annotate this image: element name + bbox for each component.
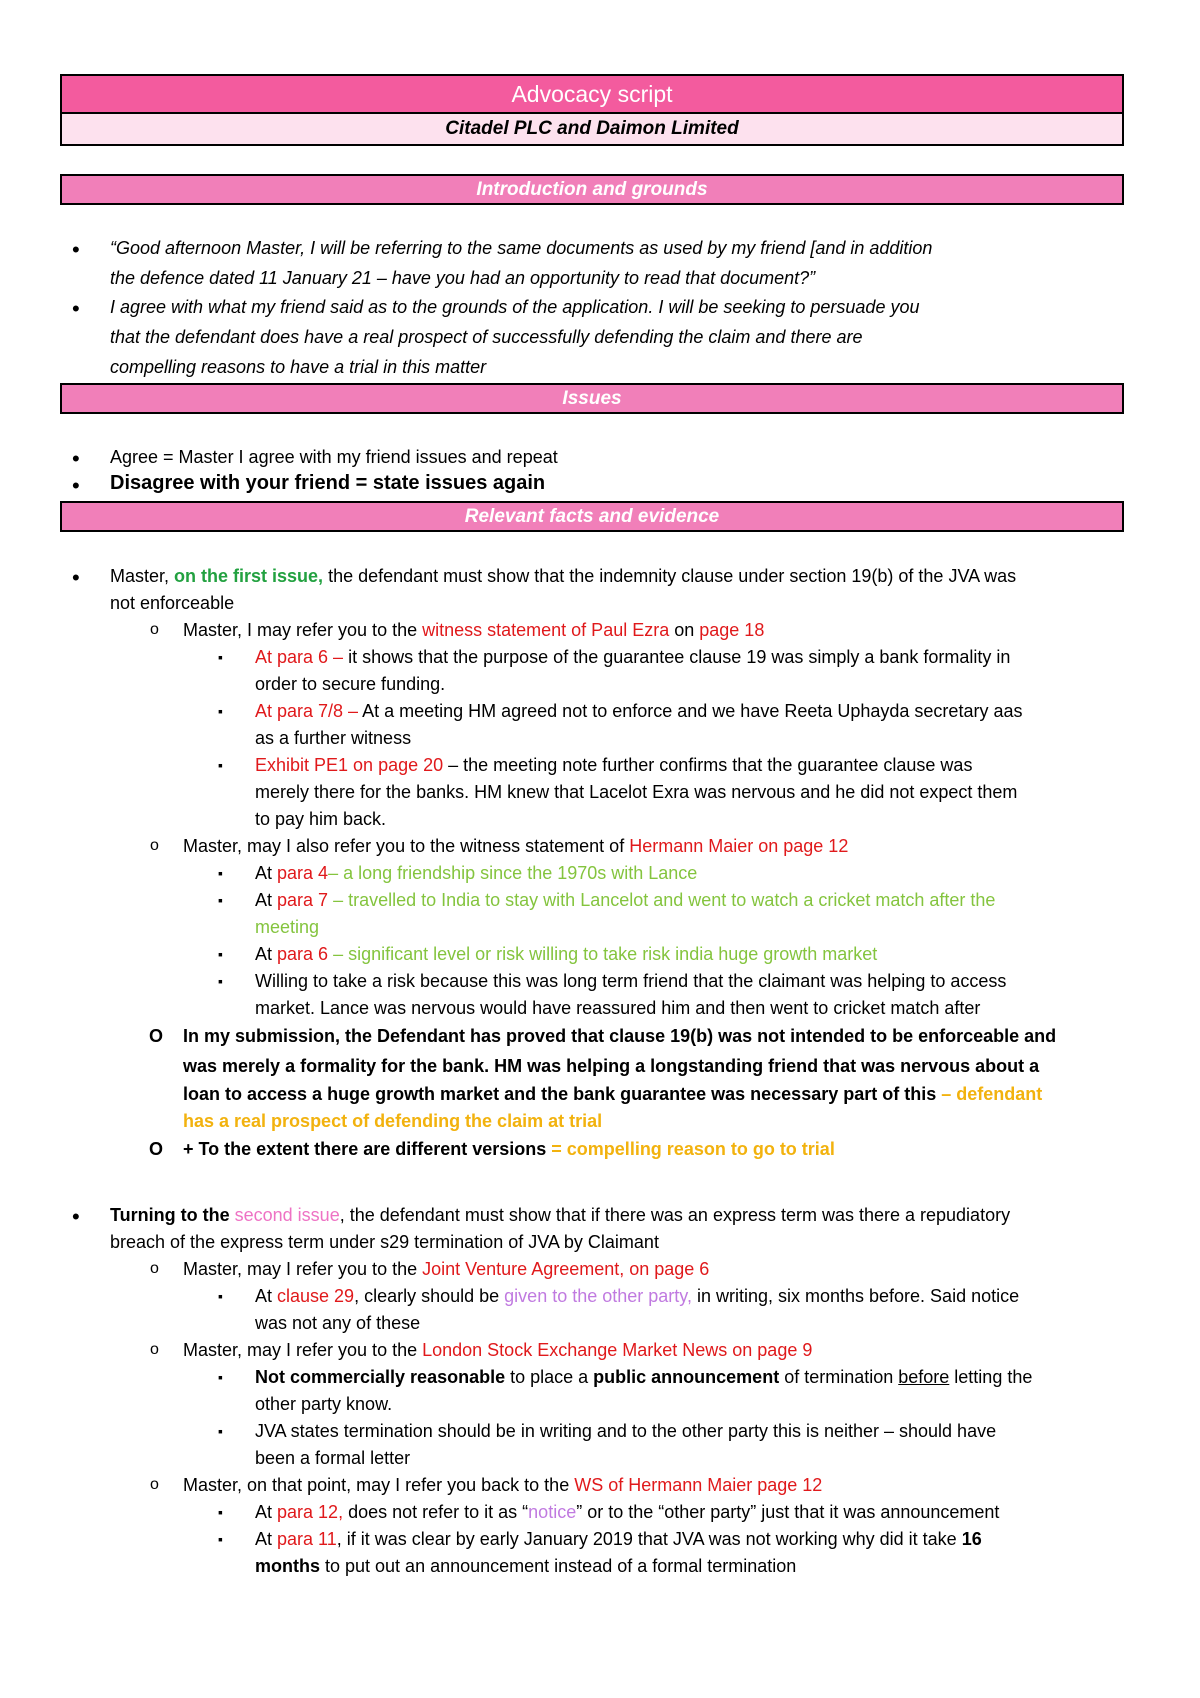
square-bullet-icon (218, 1501, 223, 1524)
issue1-submission-line-4: has a real prospect of defending the claim at trial (183, 1111, 603, 1131)
issue1-submission-line-1: In my submission, the Defendant has proved that clause 19(b) was not intended to be enforceable and (183, 1026, 1057, 1046)
issue1-willing-line-2: market. Lance was nervous would have reassured him and then went to cricket match after (255, 998, 981, 1018)
section-heading-facts: Relevant facts and evidence (60, 501, 1124, 532)
intro-bullet-1-line-1: “Good afternoon Master, I will be referring to the same documents as used by my friend [and in addition (110, 238, 933, 258)
issue1-ref-paul-ezra: Master, I may refer you to the witness statement of Paul Ezra on page 18 (183, 620, 765, 640)
issue2-para11-line-1: At para 11, if it was clear by early January 2019 that JVA was not working why did it take 16 (255, 1529, 982, 1549)
issue1-para78-line-2: as a further witness (255, 728, 412, 748)
issue2-line-1: Turning to the second issue, the defendant must show that if there was an express term was there a repudiatory (110, 1205, 1011, 1225)
issue1-submission-line-3: loan to access a huge growth market and the bank guarantee was necessary part of this – defendant (183, 1084, 1043, 1104)
issue2-writing-line-2: been a formal letter (255, 1448, 411, 1468)
issue1-versions: + To the extent there are different versions = compelling reason to go to trial (183, 1139, 835, 1159)
issue1-line-1: Master, on the first issue, the defendant must show that the indemnity clause under section 19(b) of the JVA was (110, 566, 1017, 586)
document-subtitle: Citadel PLC and Daimon Limited (60, 112, 1124, 146)
circle-bullet-icon (149, 1025, 163, 1049)
issue1-ref-hermann-maier: Master, may I also refer you to the witness statement of Hermann Maier on page 12 (183, 836, 849, 856)
issue2-ref-jva: Master, may I refer you to the Joint Venture Agreement, on page 6 (183, 1259, 710, 1279)
square-bullet-icon (218, 646, 223, 669)
bullet-icon (72, 298, 80, 323)
square-bullet-icon (218, 754, 223, 777)
issue2-para12: At para 12, does not refer to it as “notice” or to the “other party” just that it was announcement (255, 1502, 1000, 1522)
square-bullet-icon (218, 862, 223, 885)
issue2-clause29-line-2: was not any of these (255, 1313, 421, 1333)
circle-bullet-icon (150, 835, 159, 857)
issue2-ref-ws-maier: Master, on that point, may I refer you back to the WS of Hermann Maier page 12 (183, 1475, 823, 1495)
issue2-para11-line-2: months to put out an announcement instead of a formal termination (255, 1556, 797, 1576)
square-bullet-icon (218, 943, 223, 966)
issue2-ref-lse: Master, may I refer you to the London Stock Exchange Market News on page 9 (183, 1340, 813, 1360)
section-heading-intro: Introduction and grounds (60, 174, 1124, 205)
intro-bullet-2-line-2: that the defendant does have a real prospect of successfully defending the claim and there are (110, 327, 863, 347)
issue1-para78-line-1: At para 7/8 – At a meeting HM agreed not to enforce and we have Reeta Uphayda secretary aas (255, 701, 1023, 721)
issue2-writing-line-1: JVA states termination should be in writing and to the other party this is neither – should have (255, 1421, 997, 1441)
issue2-clause29-line-1: At clause 29, clearly should be given to the other party, in writing, six months before. Said notice (255, 1286, 1020, 1306)
issue1-line-2: not enforceable (110, 593, 235, 613)
circle-bullet-icon (150, 1258, 159, 1280)
issue1-para6-line-2: order to secure funding. (255, 674, 446, 694)
bullet-icon (72, 239, 80, 264)
bullet-icon (72, 448, 80, 473)
issues-agree: Agree = Master I agree with my friend issues and repeat (110, 447, 558, 467)
bullet-icon (72, 567, 80, 592)
square-bullet-icon (218, 970, 223, 993)
square-bullet-icon (218, 700, 223, 723)
bullet-icon (72, 1206, 80, 1231)
bullet-icon (72, 475, 80, 500)
intro-bullet-1-line-2: the defence dated 11 January 21 – have you had an opportunity to read that document?” (110, 268, 816, 288)
issue1-exhibit-line-1: Exhibit PE1 on page 20 – the meeting note further confirms that the guarantee clause was (255, 755, 973, 775)
square-bullet-icon (218, 889, 223, 912)
circle-bullet-icon (150, 1474, 159, 1496)
square-bullet-icon (218, 1285, 223, 1308)
issue1-willing-line-1: Willing to take a risk because this was long term friend that the claimant was helping to access (255, 971, 1007, 991)
issue1-para7-line-1: At para 7 – travelled to India to stay with Lancelot and went to watch a cricket match after the (255, 890, 996, 910)
document-title: Advocacy script (60, 74, 1124, 114)
section-heading-issues: Issues (60, 383, 1124, 414)
highlight-first-issue: on the first issue, (174, 566, 324, 586)
issue1-exhibit-line-2: merely there for the banks. HM knew that Lacelot Exra was nervous and he did not expect them (255, 782, 1018, 802)
issue1-para6-line-1: At para 6 – it shows that the purpose of the guarantee clause 19 was simply a bank formality in (255, 647, 1011, 667)
issue1-submission-line-2: was merely a formality for the bank. HM was helping a longstanding friend that was nervous about a (183, 1056, 1040, 1076)
square-bullet-icon (218, 1420, 223, 1443)
square-bullet-icon (218, 1528, 223, 1551)
issue1-para4: At para 4– a long friendship since the 1970s with Lance (255, 863, 698, 883)
circle-bullet-icon (149, 1138, 163, 1162)
issues-disagree: Disagree with your friend = state issues again (110, 472, 546, 494)
square-bullet-icon (218, 1366, 223, 1389)
circle-bullet-icon (150, 619, 159, 641)
issue2-commercial-line-2: other party know. (255, 1394, 393, 1414)
circle-bullet-icon (150, 1339, 159, 1361)
issue1-para7-line-2: meeting (255, 917, 320, 937)
issue2-commercial-line-1: Not commercially reasonable to place a public announcement of termination before letting the (255, 1367, 1033, 1387)
issue1-para6-risk: At para 6 – significant level or risk willing to take risk india huge growth market (255, 944, 878, 964)
intro-bullet-2-line-3: compelling reasons to have a trial in this matter (110, 357, 487, 377)
issue1-exhibit-line-3: to pay him back. (255, 809, 387, 829)
issue2-line-2: breach of the express term under s29 termination of JVA by Claimant (110, 1232, 659, 1252)
intro-bullet-2-line-1: I agree with what my friend said as to the grounds of the application. I will be seeking to persuade you (110, 297, 920, 317)
